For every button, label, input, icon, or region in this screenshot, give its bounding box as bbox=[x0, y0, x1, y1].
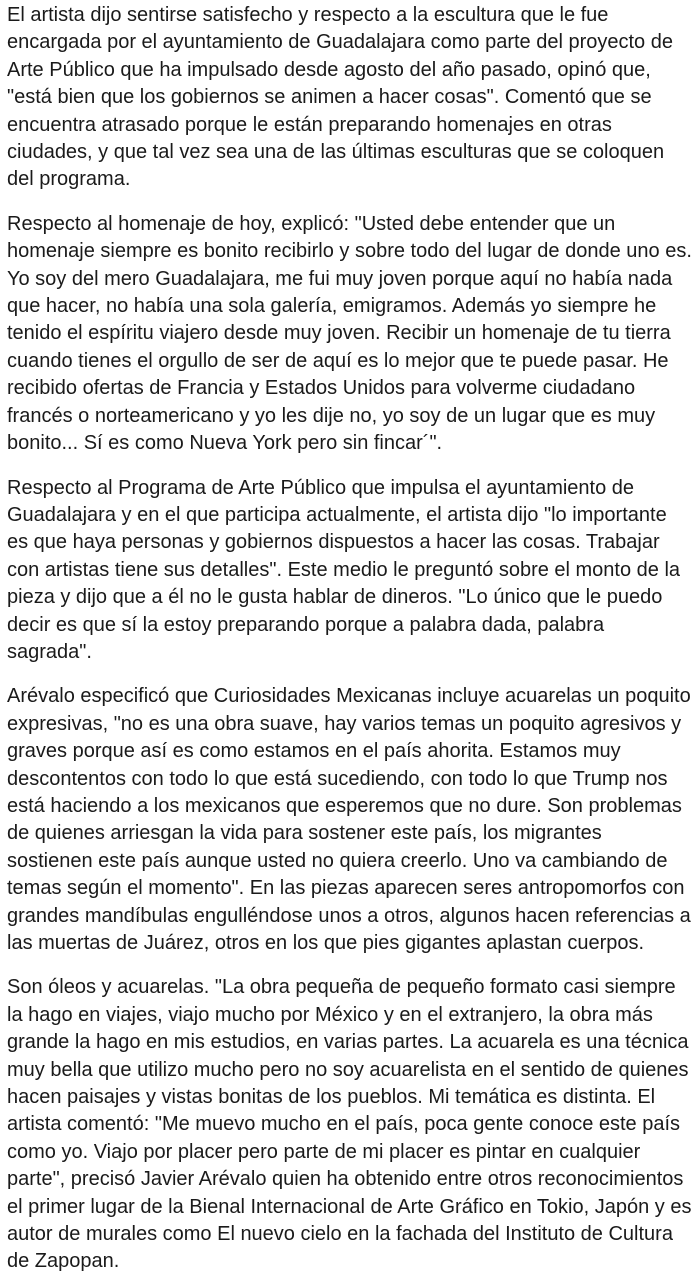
article-paragraph-5: Son óleos y acuarelas. "La obra pequeña de pequeño formato casi siempre la hago en viajes, viajo mucho por México y en el extranjero, la obra más grande la hago en mis estudios, en varias partes. La acuarela es una técnica muy bella que utilizo mucho pero no soy acuarelista en el sentido de quienes hacen paisajes y vistas bonitas de los pueblos. Mi temática es distinta. El artista comentó: "Me muevo mucho en el país, poca gente conoce este país como yo. Viajo por placer pero parte de mi placer es pintar en cualquier parte", precisó Javier Arévalo quien ha obtenido entre otros reconocimientos el primer lugar de la Bienal Internacional de Arte Gráfico en Tokio, Japón y es autor de murales como El nuevo cielo en la fachada del Instituto de Cultura de Zapopan. bbox=[7, 976, 692, 1273]
article-paragraph-3: Respecto al Programa de Arte Público que impulsa el ayuntamiento de Guadalajara y en el que participa actualmente, el artista dijo "lo importante es que haya personas y gobiernos dispuestos a hacer las cosas. Trabajar con artistas tiene sus detalles". Este medio le preguntó sobre el monto de la pieza y dijo que a él no le gusta hablar de dineros. "Lo único que le puedo decir es que sí la estoy preparando porque a palabra dada, palabra sagrada". bbox=[7, 476, 681, 663]
article-paragraph-4: Arévalo especificó que Curiosidades Mexicanas incluye acuarelas un poquito expresivas, "no es una obra suave, hay varios temas un poquito agresivos y graves porque así es como estamos en el país ahorita. Estamos muy descontentos con todo lo que está sucediendo, con todo lo que Trump nos está haciendo a los mexicanos que esperemos que no dure. Son problemas de quienes arriesgan la vida para sostener este país, los migrantes sostienen este país aunque usted no quiera creerlo. Uno va cambiando de temas según el momento". En las piezas aparecen seres antropomorfos con grandes mandíbulas engulléndose unos a otros, algunos hacen referencias a las muertas de Juárez, otros en los que pies gigantes aplastan cuerpos. bbox=[7, 685, 691, 954]
article-paragraph-2: Respecto al homenaje de hoy, explicó: "Usted debe entender que un homenaje siempre es bonito recibirlo y sobre todo del lugar de donde uno es. Yo soy del mero Guadalajara, me fui muy joven porque aquí no había nada que hacer, no había una sola galería, emigramos. Además yo siempre he tenido el espíritu viajero desde muy joven. Recibir un homenaje de tu tierra cuando tienes el orgullo de ser de aquí es lo mejor que te puede pasar. He recibido ofertas de Francia y Estados Unidos para volverme ciudadano francés o norteamericano y yo les dije no, yo soy de un lugar que es muy bonito... Sí es como Nueva York pero sin fincar´". bbox=[7, 212, 692, 455]
article-paragraph-1: El artista dijo sentirse satisfecho y respecto a la escultura que le fue encargada por el ayuntamiento de Guadalajara como parte del proyecto de Arte Público que ha impulsado desde agosto del año pasado, opinó que, "está bien que los gobiernos se animen a hacer cosas". Comentó que se encuentra atrasado porque le están preparando homenajes en otras ciudades, y que tal vez sea una de las últimas esculturas que se coloquen del programa. bbox=[7, 4, 673, 191]
